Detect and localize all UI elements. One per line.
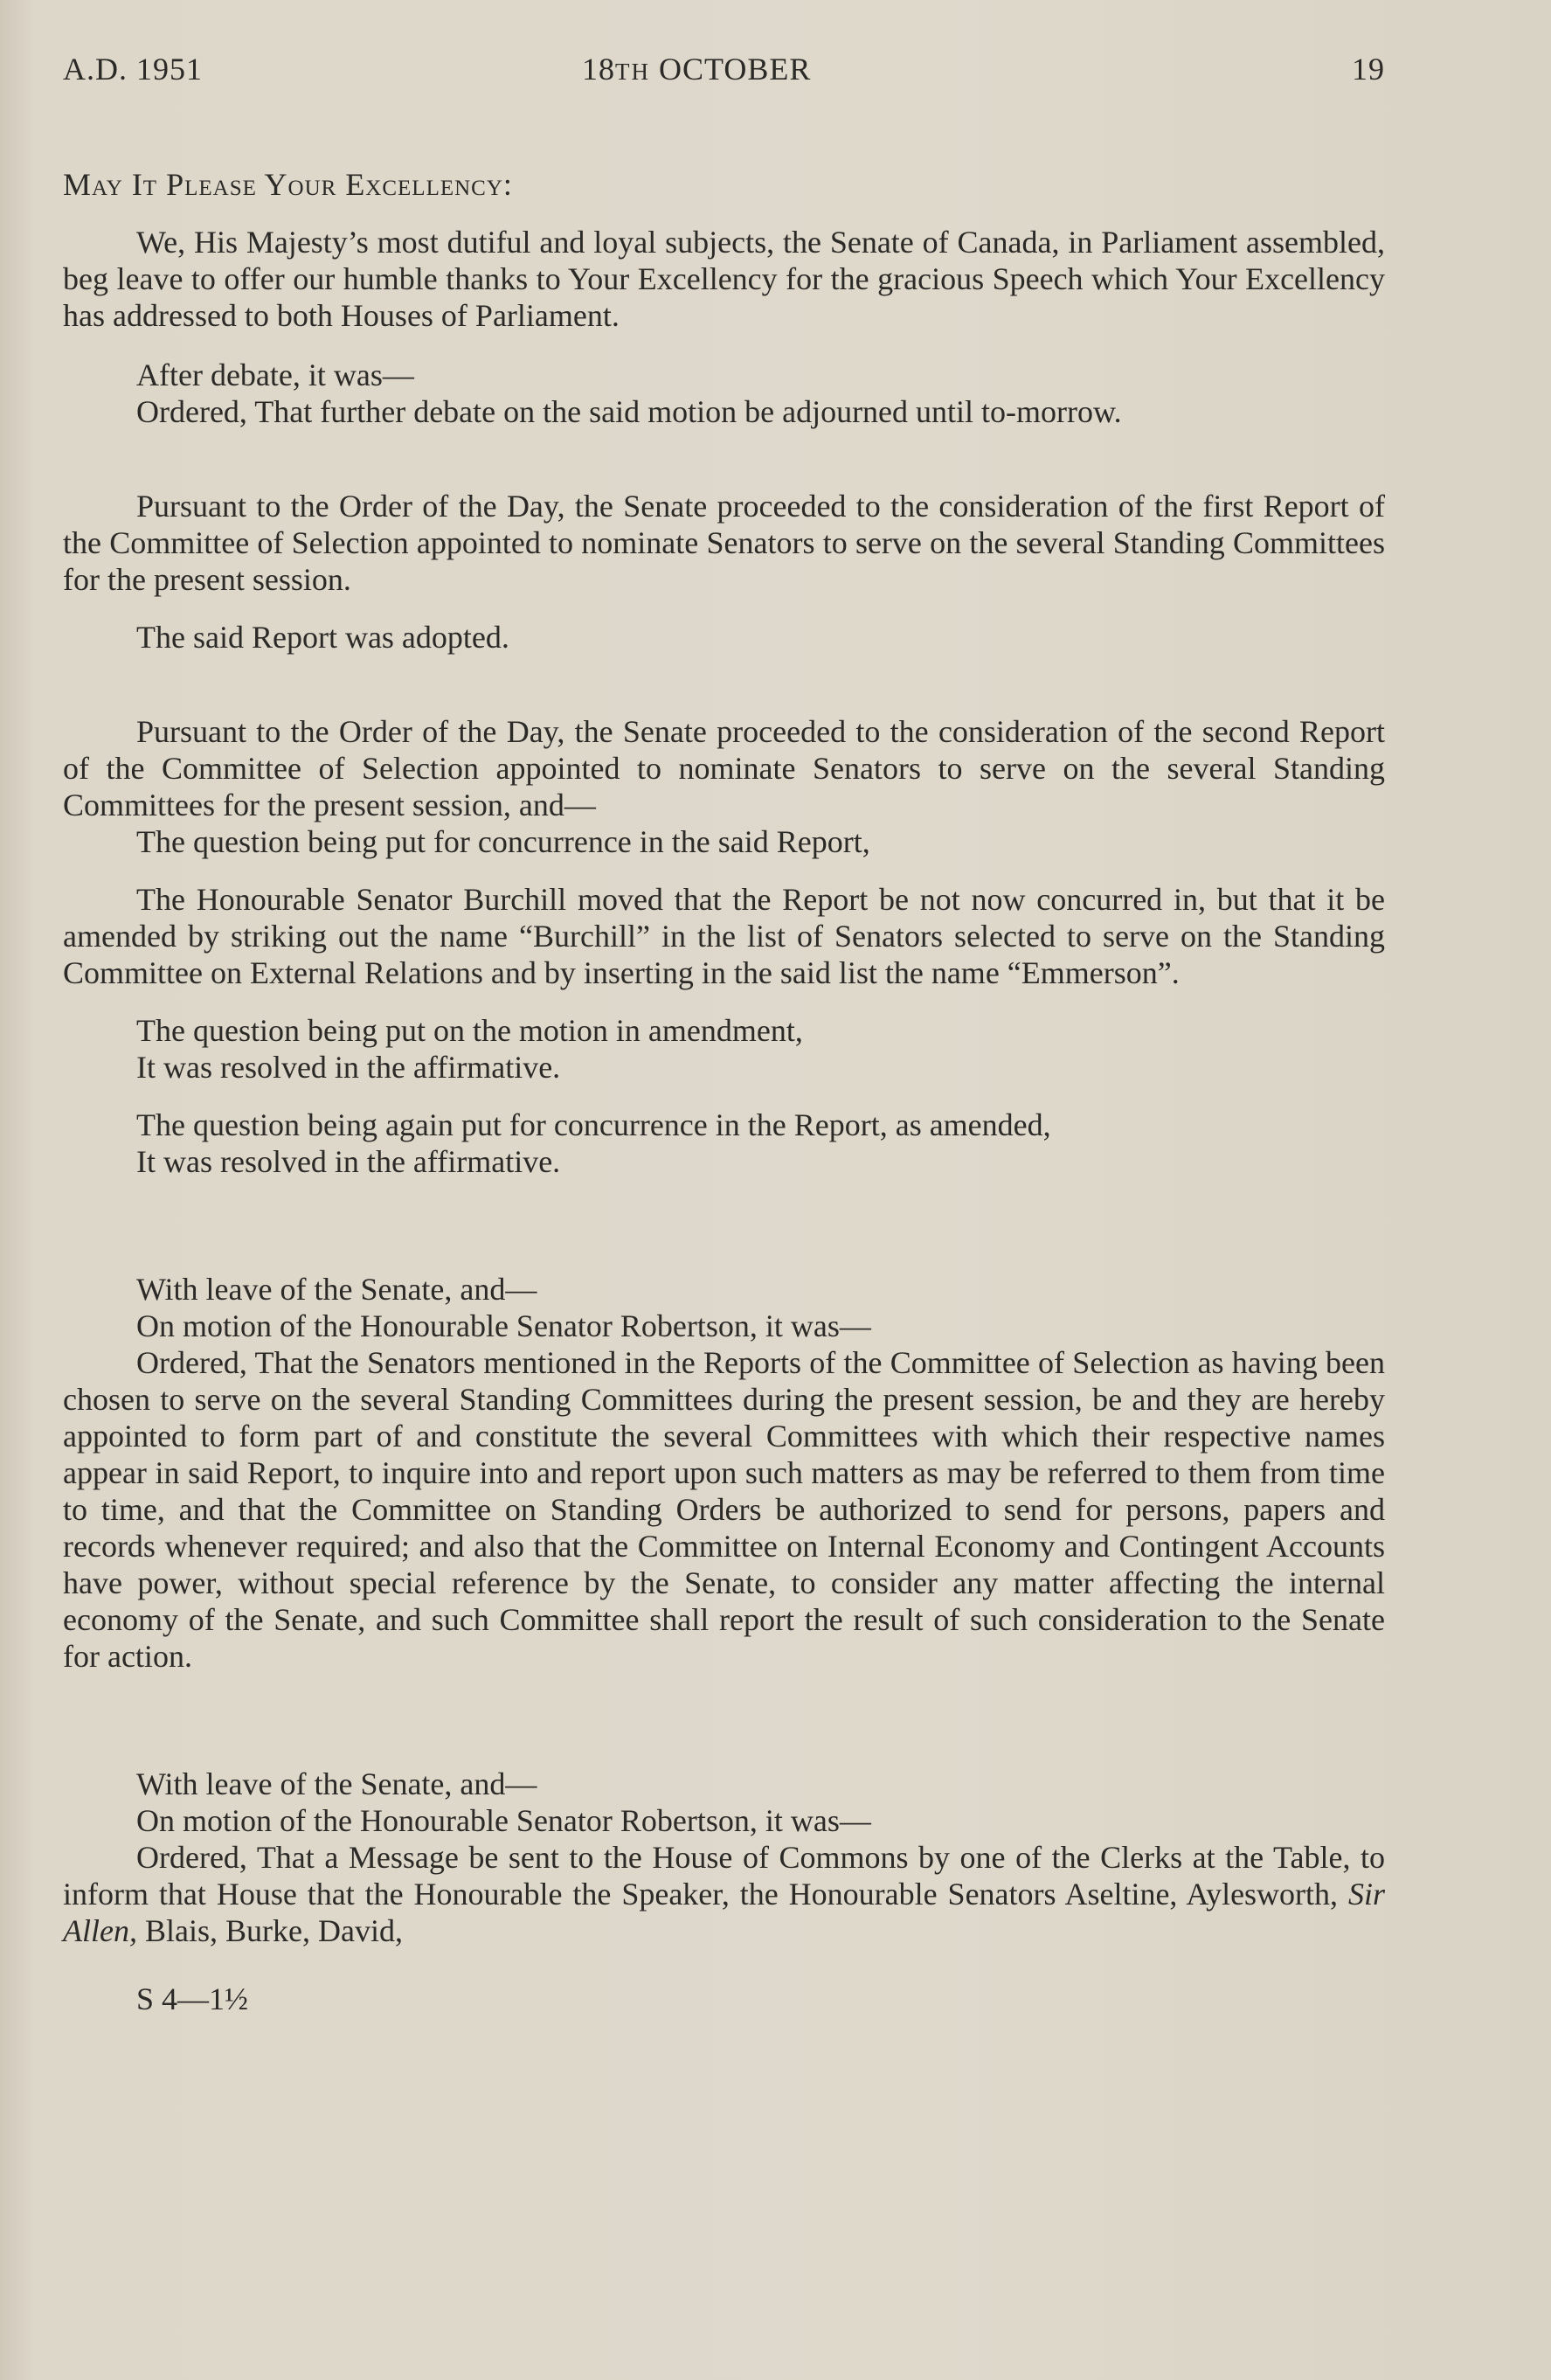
ordered-message-italic-name: Sir Allen, <box>63 1877 1385 1948</box>
spacer <box>63 334 1385 357</box>
spacer <box>63 430 1385 488</box>
resolved-affirmative-line-1: It was resolved in the affirmative. <box>136 1050 561 1085</box>
spacer <box>63 1180 1385 1271</box>
header-date-day: 18 <box>582 52 615 87</box>
motion-robertson-line-2: On motion of the Honourable Senator Robertson, it was— <box>136 1803 871 1838</box>
header-date-month: OCTOBER <box>659 52 812 87</box>
ordered-adjourn-paragraph: Ordered, That further debate on the said motion be adjourned until to-morrow. <box>136 394 1122 429</box>
first-report-paragraph: Pursuant to the Order of the Day, the Senate proceeded to the consideration of the first Report of the Committee of Selection appointed to nominate Senators to serve on the several Standing Committees for the present session. <box>63 489 1385 597</box>
second-report-paragraph: Pursuant to the Order of the Day, the Senate proceeded to the consideration of the second Report of the Committee of Selection appointed to nominate Senators to serve on the several Standing Committees for the present session, and— <box>63 714 1385 822</box>
spacer <box>63 598 1385 619</box>
spacer <box>63 991 1385 1012</box>
question-again-line: The question being again put for concurrence in the Report, as amended, <box>136 1107 1051 1142</box>
spacer <box>63 656 1385 713</box>
motion-robertson-line-1: On motion of the Honourable Senator Robertson, it was— <box>136 1308 871 1343</box>
address-paragraph: We, His Majesty’s most dutiful and loyal subjects, the Senate of Canada, in Parliament assembled, beg leave to offer our humble thanks to Your Excellency for the gracious Speech which Your Excellency has addressed to both Houses of Parliament. <box>63 225 1385 333</box>
burchill-motion-paragraph: The Honourable Senator Burchill moved that the Report be not now concurred in, but that it be amended by striking out the name “Burchill” in the list of Senators selected to serve on the Standing Committee on External Relations and by inserting in the said list the name “Emmerson”. <box>63 882 1385 990</box>
ordered-message-paragraph <box>63 1839 1385 1949</box>
page-number: 19 <box>1352 52 1385 87</box>
first-report-adopted-line: The said Report was adopted. <box>136 620 509 655</box>
ordered-message-end: Blais, Burke, David, <box>136 1913 403 1948</box>
document-body <box>63 166 1385 2017</box>
leave-line-2: With leave of the Senate, and— <box>136 1766 537 1801</box>
salutation: May It Please Your Excellency: <box>63 167 513 202</box>
ordered-committees-paragraph: Ordered, That the Senators mentioned in the Reports of the Committee of Selection as having been chosen to serve on the several Standing Committees during the present session, be and they are hereby appointed to form part of and constitute the several Committees with which their respective names appear in said Report, to inquire into and report upon such matters as may be referred to them from time to time, and that the Committee on Standing Orders be authorized to send for persons, papers and records whenever required; and also that the Committee on Internal Economy and Contingent Accounts have power, without special reference by the Senate, to consider any matter affecting the internal economy of the Senate, and such Committee shall report the result of such consideration to the Senate for action. <box>63 1345 1385 1674</box>
resolved-affirmative-line-2: It was resolved in the affirmative. <box>136 1144 561 1179</box>
leave-line-1: With leave of the Senate, and— <box>136 1272 537 1307</box>
after-debate-line: After debate, it was— <box>136 357 414 392</box>
question-amendment-line: The question being put on the motion in amendment, <box>136 1013 803 1048</box>
header-date-suffix: TH <box>615 59 650 85</box>
header-date <box>582 51 811 87</box>
signature-mark: S 4—1½ <box>136 1981 249 2016</box>
question-concurrence-line: The question being put for concurrence in the said Report, <box>136 824 870 859</box>
ordered-message-start: Ordered, That a Message be sent to the House of Commons by one of the Clerks at the Table, to inform that House that the Honourable the Speaker, the Honourable Senators Aseltine, Aylesworth, <box>63 1840 1385 1912</box>
spacer <box>63 1675 1385 1766</box>
spacer <box>63 860 1385 881</box>
page-header <box>63 51 1385 94</box>
spacer <box>63 1086 1385 1107</box>
header-year: A.D. 1951 <box>63 52 203 87</box>
